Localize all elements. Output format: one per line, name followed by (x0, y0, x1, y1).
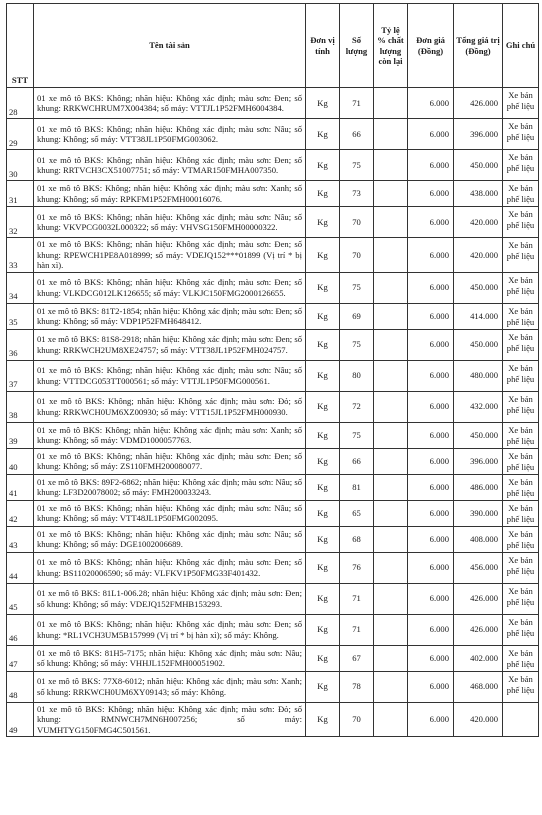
row-unit: Kg (306, 474, 340, 500)
row-unit: Kg (306, 150, 340, 181)
row-unit-price: 6.000 (408, 207, 454, 238)
row-quality-ratio (374, 150, 408, 181)
row-description: 01 xe mô tô BKS: Không; nhãn hiệu: Không xác định; màu sơn: Đen; số khung: *RL1VCH3UM5B157999 (Vị trí * bị hàn xì); số máy: Không. (34, 614, 306, 645)
header-total: Tổng giá trị (Đồng) (454, 4, 503, 88)
row-stt: 46 (7, 614, 34, 645)
row-quantity: 66 (340, 448, 374, 474)
row-stt: 42 (7, 500, 34, 526)
row-quantity: 66 (340, 119, 374, 150)
row-unit: Kg (306, 552, 340, 583)
row-unit: Kg (306, 583, 340, 614)
row-unit: Kg (306, 272, 340, 303)
table-row (7, 614, 539, 645)
row-stt: 45 (7, 583, 34, 614)
row-unit-price: 6.000 (408, 500, 454, 526)
row-total-value: 456.000 (454, 552, 503, 583)
row-description: 01 xe mô tô BKS: Không; nhãn hiệu: Không xác định; màu sơn: Đen; số khung: BS11020006590; số máy: VLFKV1P50FMG33F401432. (34, 552, 306, 583)
row-description: 01 xe mô tô BKS: Không; nhãn hiệu: Không xác định; màu sơn: Đỏ; số khung: RRKWCH0UM6XZ00930; số máy: VTT15JL1P52FMH000930. (34, 391, 306, 422)
row-quantity: 81 (340, 474, 374, 500)
header-name: Tên tài sản (34, 4, 306, 88)
row-stt: 33 (7, 238, 34, 273)
row-unit: Kg (306, 448, 340, 474)
row-unit: Kg (306, 645, 340, 671)
document-page (6, 3, 538, 737)
row-total-value: 450.000 (454, 329, 503, 360)
row-quantity: 73 (340, 181, 374, 207)
row-total-value: 438.000 (454, 181, 503, 207)
row-quality-ratio (374, 702, 408, 737)
row-stt: 40 (7, 448, 34, 474)
asset-table (6, 3, 539, 737)
row-quality-ratio (374, 88, 408, 119)
row-unit: Kg (306, 88, 340, 119)
row-note: Xe bán phế liệu (503, 422, 539, 448)
row-quantity: 78 (340, 671, 374, 702)
header-stt: STT (7, 4, 34, 88)
row-stt: 35 (7, 303, 34, 329)
row-stt: 39 (7, 422, 34, 448)
row-note: Xe bán phế liệu (503, 391, 539, 422)
row-quantity: 75 (340, 272, 374, 303)
row-quality-ratio (374, 552, 408, 583)
row-total-value: 468.000 (454, 671, 503, 702)
row-note: Xe bán phế liệu (503, 671, 539, 702)
row-quality-ratio (374, 119, 408, 150)
row-note: Xe bán phế liệu (503, 329, 539, 360)
row-unit: Kg (306, 181, 340, 207)
table-row (7, 150, 539, 181)
row-description: 01 xe mô tô BKS: Không; nhãn hiệu: Không xác định; màu sơn: Nâu; số khung: Không; số máy: VTT48JL1P50FMG002095. (34, 500, 306, 526)
row-unit-price: 6.000 (408, 88, 454, 119)
header-unit: Đơn vị tính (306, 4, 340, 88)
row-stt: 44 (7, 552, 34, 583)
row-note: Xe bán phế liệu (503, 645, 539, 671)
row-description: 01 xe mô tô BKS: 77X8-6012; nhãn hiệu: Không xác định; màu sơn: Xanh; số khung: RRKWCH0UM6XY09143; số máy: Không. (34, 671, 306, 702)
row-description: 01 xe mô tô BKS: Không; nhãn hiệu: Không xác định; màu sơn: Đen; số khung: RPEWCH1PE8A018999; số máy: VDEJQ152***01899 (Vị trí * bị hàn xì). (34, 238, 306, 273)
row-quality-ratio (374, 360, 408, 391)
row-unit: Kg (306, 207, 340, 238)
row-note: Xe bán phế liệu (503, 583, 539, 614)
row-unit: Kg (306, 360, 340, 391)
row-unit-price: 6.000 (408, 583, 454, 614)
row-unit-price: 6.000 (408, 448, 454, 474)
row-total-value: 414.000 (454, 303, 503, 329)
row-total-value: 450.000 (454, 150, 503, 181)
row-description: 01 xe mô tô BKS: Không; nhãn hiệu: Không xác định; màu sơn: Đỏ; số khung: RMNWCH7MN6H007256; số máy: VUMHTYG150FMG4C501561. (34, 702, 306, 737)
table-row (7, 448, 539, 474)
row-total-value: 402.000 (454, 645, 503, 671)
row-quantity: 71 (340, 88, 374, 119)
row-total-value: 486.000 (454, 474, 503, 500)
row-unit: Kg (306, 614, 340, 645)
row-total-value: 450.000 (454, 272, 503, 303)
row-unit-price: 6.000 (408, 238, 454, 273)
row-quantity: 70 (340, 207, 374, 238)
row-unit-price: 6.000 (408, 181, 454, 207)
row-description: 01 xe mô tô BKS: Không; nhãn hiệu: Không xác định; màu sơn: Đen; số khung: RRTVCH3CX51007751; số máy: VTMAR150FMHA007350. (34, 150, 306, 181)
row-quantity: 80 (340, 360, 374, 391)
row-unit-price: 6.000 (408, 526, 454, 552)
table-row (7, 238, 539, 273)
row-quality-ratio (374, 207, 408, 238)
row-total-value: 432.000 (454, 391, 503, 422)
row-quality-ratio (374, 671, 408, 702)
row-note: Xe bán phế liệu (503, 181, 539, 207)
table-row (7, 552, 539, 583)
row-unit-price: 6.000 (408, 329, 454, 360)
row-stt: 34 (7, 272, 34, 303)
row-unit-price: 6.000 (408, 272, 454, 303)
header-note: Ghi chú (503, 4, 539, 88)
row-description: 01 xe mô tô BKS: Không; nhãn hiệu: Không xác định; màu sơn: Đen; số khung: VLKDCG012LK126655; số máy: VLKJC150FMG2000126655. (34, 272, 306, 303)
row-total-value: 480.000 (454, 360, 503, 391)
row-unit-price: 6.000 (408, 645, 454, 671)
row-quality-ratio (374, 181, 408, 207)
row-quantity: 75 (340, 329, 374, 360)
row-note: Xe bán phế liệu (503, 360, 539, 391)
row-quantity: 65 (340, 500, 374, 526)
row-description: 01 xe mô tô BKS: Không; nhãn hiệu: Không xác định; màu sơn: Đen; số khung: RRKWCHRUM7X004384; số máy: VTTJL1P52FMH6004384. (34, 88, 306, 119)
row-note: Xe bán phế liệu (503, 448, 539, 474)
row-note: Xe bán phế liệu (503, 238, 539, 273)
row-unit-price: 6.000 (408, 150, 454, 181)
row-total-value: 420.000 (454, 238, 503, 273)
row-note: Xe bán phế liệu (503, 303, 539, 329)
row-quality-ratio (374, 272, 408, 303)
row-unit-price: 6.000 (408, 702, 454, 737)
row-note: Xe bán phế liệu (503, 272, 539, 303)
row-unit-price: 6.000 (408, 614, 454, 645)
row-quantity: 69 (340, 303, 374, 329)
row-description: 01 xe mô tô BKS: Không; nhãn hiệu: Không xác định; màu sơn: Đen; số khung: Không; số máy: ZS110FMH200080077. (34, 448, 306, 474)
row-note: Xe bán phế liệu (503, 500, 539, 526)
row-quantity: 72 (340, 391, 374, 422)
table-row (7, 583, 539, 614)
row-quality-ratio (374, 448, 408, 474)
row-quality-ratio (374, 614, 408, 645)
header-ratio: Tỷ lệ % chất lượng còn lại (374, 4, 408, 88)
row-unit-price: 6.000 (408, 360, 454, 391)
row-quantity: 71 (340, 583, 374, 614)
table-row (7, 702, 539, 737)
row-unit-price: 6.000 (408, 552, 454, 583)
row-total-value: 426.000 (454, 614, 503, 645)
row-total-value: 450.000 (454, 422, 503, 448)
row-total-value: 396.000 (454, 119, 503, 150)
row-unit: Kg (306, 422, 340, 448)
row-note: Xe bán phế liệu (503, 207, 539, 238)
table-row (7, 303, 539, 329)
row-quality-ratio (374, 526, 408, 552)
header-row (7, 4, 539, 88)
row-note: Xe bán phế liệu (503, 552, 539, 583)
row-total-value: 408.000 (454, 526, 503, 552)
row-stt: 47 (7, 645, 34, 671)
row-stt: 38 (7, 391, 34, 422)
table-row (7, 329, 539, 360)
row-description: 01 xe mô tô BKS: 89F2-6862; nhãn hiệu: Không xác định; màu sơn: Nâu; số khung: LF3D20078002; số máy: FMH200033243. (34, 474, 306, 500)
row-unit: Kg (306, 303, 340, 329)
table-body (7, 88, 539, 737)
row-quantity: 68 (340, 526, 374, 552)
row-quality-ratio (374, 645, 408, 671)
table-row (7, 88, 539, 119)
row-note (503, 702, 539, 737)
header-price: Đơn giá (Đồng) (408, 4, 454, 88)
row-unit-price: 6.000 (408, 303, 454, 329)
row-unit-price: 6.000 (408, 391, 454, 422)
row-quality-ratio (374, 238, 408, 273)
row-quantity: 67 (340, 645, 374, 671)
row-stt: 29 (7, 119, 34, 150)
row-note: Xe bán phế liệu (503, 150, 539, 181)
table-row (7, 207, 539, 238)
table-row (7, 391, 539, 422)
row-unit-price: 6.000 (408, 422, 454, 448)
row-description: 01 xe mô tô BKS: Không; nhãn hiệu: Không xác định; màu sơn: Xanh; số khung: Không; số máy: RPKFM1P52FMH00016076. (34, 181, 306, 207)
row-note: Xe bán phế liệu (503, 526, 539, 552)
row-stt: 37 (7, 360, 34, 391)
table-row (7, 360, 539, 391)
row-total-value: 390.000 (454, 500, 503, 526)
row-description: 01 xe mô tô BKS: 81H5-7175; nhãn hiệu: Không xác định; màu sơn: Nâu; số khung: Không; số máy: VHHJL152FMH00051902. (34, 645, 306, 671)
row-stt: 36 (7, 329, 34, 360)
row-quality-ratio (374, 391, 408, 422)
row-description: 01 xe mô tô BKS: Không; nhãn hiệu: Không xác định; màu sơn: Nâu; số khung: Không; số máy: VTT38JL1P50FMG003062. (34, 119, 306, 150)
table-row (7, 474, 539, 500)
row-unit-price: 6.000 (408, 671, 454, 702)
row-stt: 43 (7, 526, 34, 552)
row-unit-price: 6.000 (408, 474, 454, 500)
row-stt: 31 (7, 181, 34, 207)
row-unit: Kg (306, 671, 340, 702)
row-total-value: 396.000 (454, 448, 503, 474)
row-total-value: 420.000 (454, 207, 503, 238)
row-unit: Kg (306, 329, 340, 360)
row-description: 01 xe mô tô BKS: Không; nhãn hiệu: Không xác định; màu sơn: Nâu; số khung: VTTDCG053TT000561; số máy: VTTJL1P50FMG000561. (34, 360, 306, 391)
table-row (7, 526, 539, 552)
row-quantity: 76 (340, 552, 374, 583)
row-unit: Kg (306, 391, 340, 422)
row-quantity: 71 (340, 614, 374, 645)
table-row (7, 119, 539, 150)
row-quantity: 70 (340, 702, 374, 737)
row-unit-price: 6.000 (408, 119, 454, 150)
row-quality-ratio (374, 474, 408, 500)
row-quality-ratio (374, 303, 408, 329)
row-quantity: 70 (340, 238, 374, 273)
row-stt: 48 (7, 671, 34, 702)
table-row (7, 671, 539, 702)
row-note: Xe bán phế liệu (503, 119, 539, 150)
row-description: 01 xe mô tô BKS: 81S8-2918; nhãn hiệu: Không xác định; màu sơn: Đen; số khung: RRKWCH2UM8XE24757; số máy: VTT38JL1P52FMH024757. (34, 329, 306, 360)
row-description: 01 xe mô tô BKS: Không; nhãn hiệu: Không xác định; màu sơn: Xanh; số khung: Không; số máy: VDMD1000057763. (34, 422, 306, 448)
row-unit: Kg (306, 500, 340, 526)
row-total-value: 426.000 (454, 88, 503, 119)
row-quality-ratio (374, 500, 408, 526)
row-description: 01 xe mô tô BKS: 81L1-006.28; nhãn hiệu: Không xác định; màu sơn: Đen; số khung: Không; số máy: VDEJQ152FMHB153293. (34, 583, 306, 614)
row-unit: Kg (306, 526, 340, 552)
row-quality-ratio (374, 583, 408, 614)
row-total-value: 420.000 (454, 702, 503, 737)
row-unit: Kg (306, 702, 340, 737)
row-unit: Kg (306, 119, 340, 150)
row-total-value: 426.000 (454, 583, 503, 614)
row-stt: 41 (7, 474, 34, 500)
row-unit: Kg (306, 238, 340, 273)
row-quality-ratio (374, 329, 408, 360)
row-description: 01 xe mô tô BKS: Không; nhãn hiệu: Không xác định; màu sơn: Nâu; số khung: VKVPCG0032L000322; số máy: VHVSG150FMH00000322. (34, 207, 306, 238)
row-quantity: 75 (340, 150, 374, 181)
row-note: Xe bán phế liệu (503, 474, 539, 500)
row-note: Xe bán phế liệu (503, 614, 539, 645)
header-qty: Số lượng (340, 4, 374, 88)
row-stt: 49 (7, 702, 34, 737)
table-row (7, 500, 539, 526)
table-row (7, 181, 539, 207)
table-row (7, 272, 539, 303)
row-description: 01 xe mô tô BKS: 81T2-1854; nhãn hiệu: Không xác định; màu sơn: Đen; số khung: Không; số máy: VDP1P52FMH648412. (34, 303, 306, 329)
table-row (7, 645, 539, 671)
row-stt: 32 (7, 207, 34, 238)
row-stt: 30 (7, 150, 34, 181)
row-note: Xe bán phế liệu (503, 88, 539, 119)
table-row (7, 422, 539, 448)
row-quantity: 75 (340, 422, 374, 448)
row-stt: 28 (7, 88, 34, 119)
row-description: 01 xe mô tô BKS: Không; nhãn hiệu: Không xác định; màu sơn: Nâu; số khung: Không; số máy: DGE1002006689. (34, 526, 306, 552)
row-quality-ratio (374, 422, 408, 448)
